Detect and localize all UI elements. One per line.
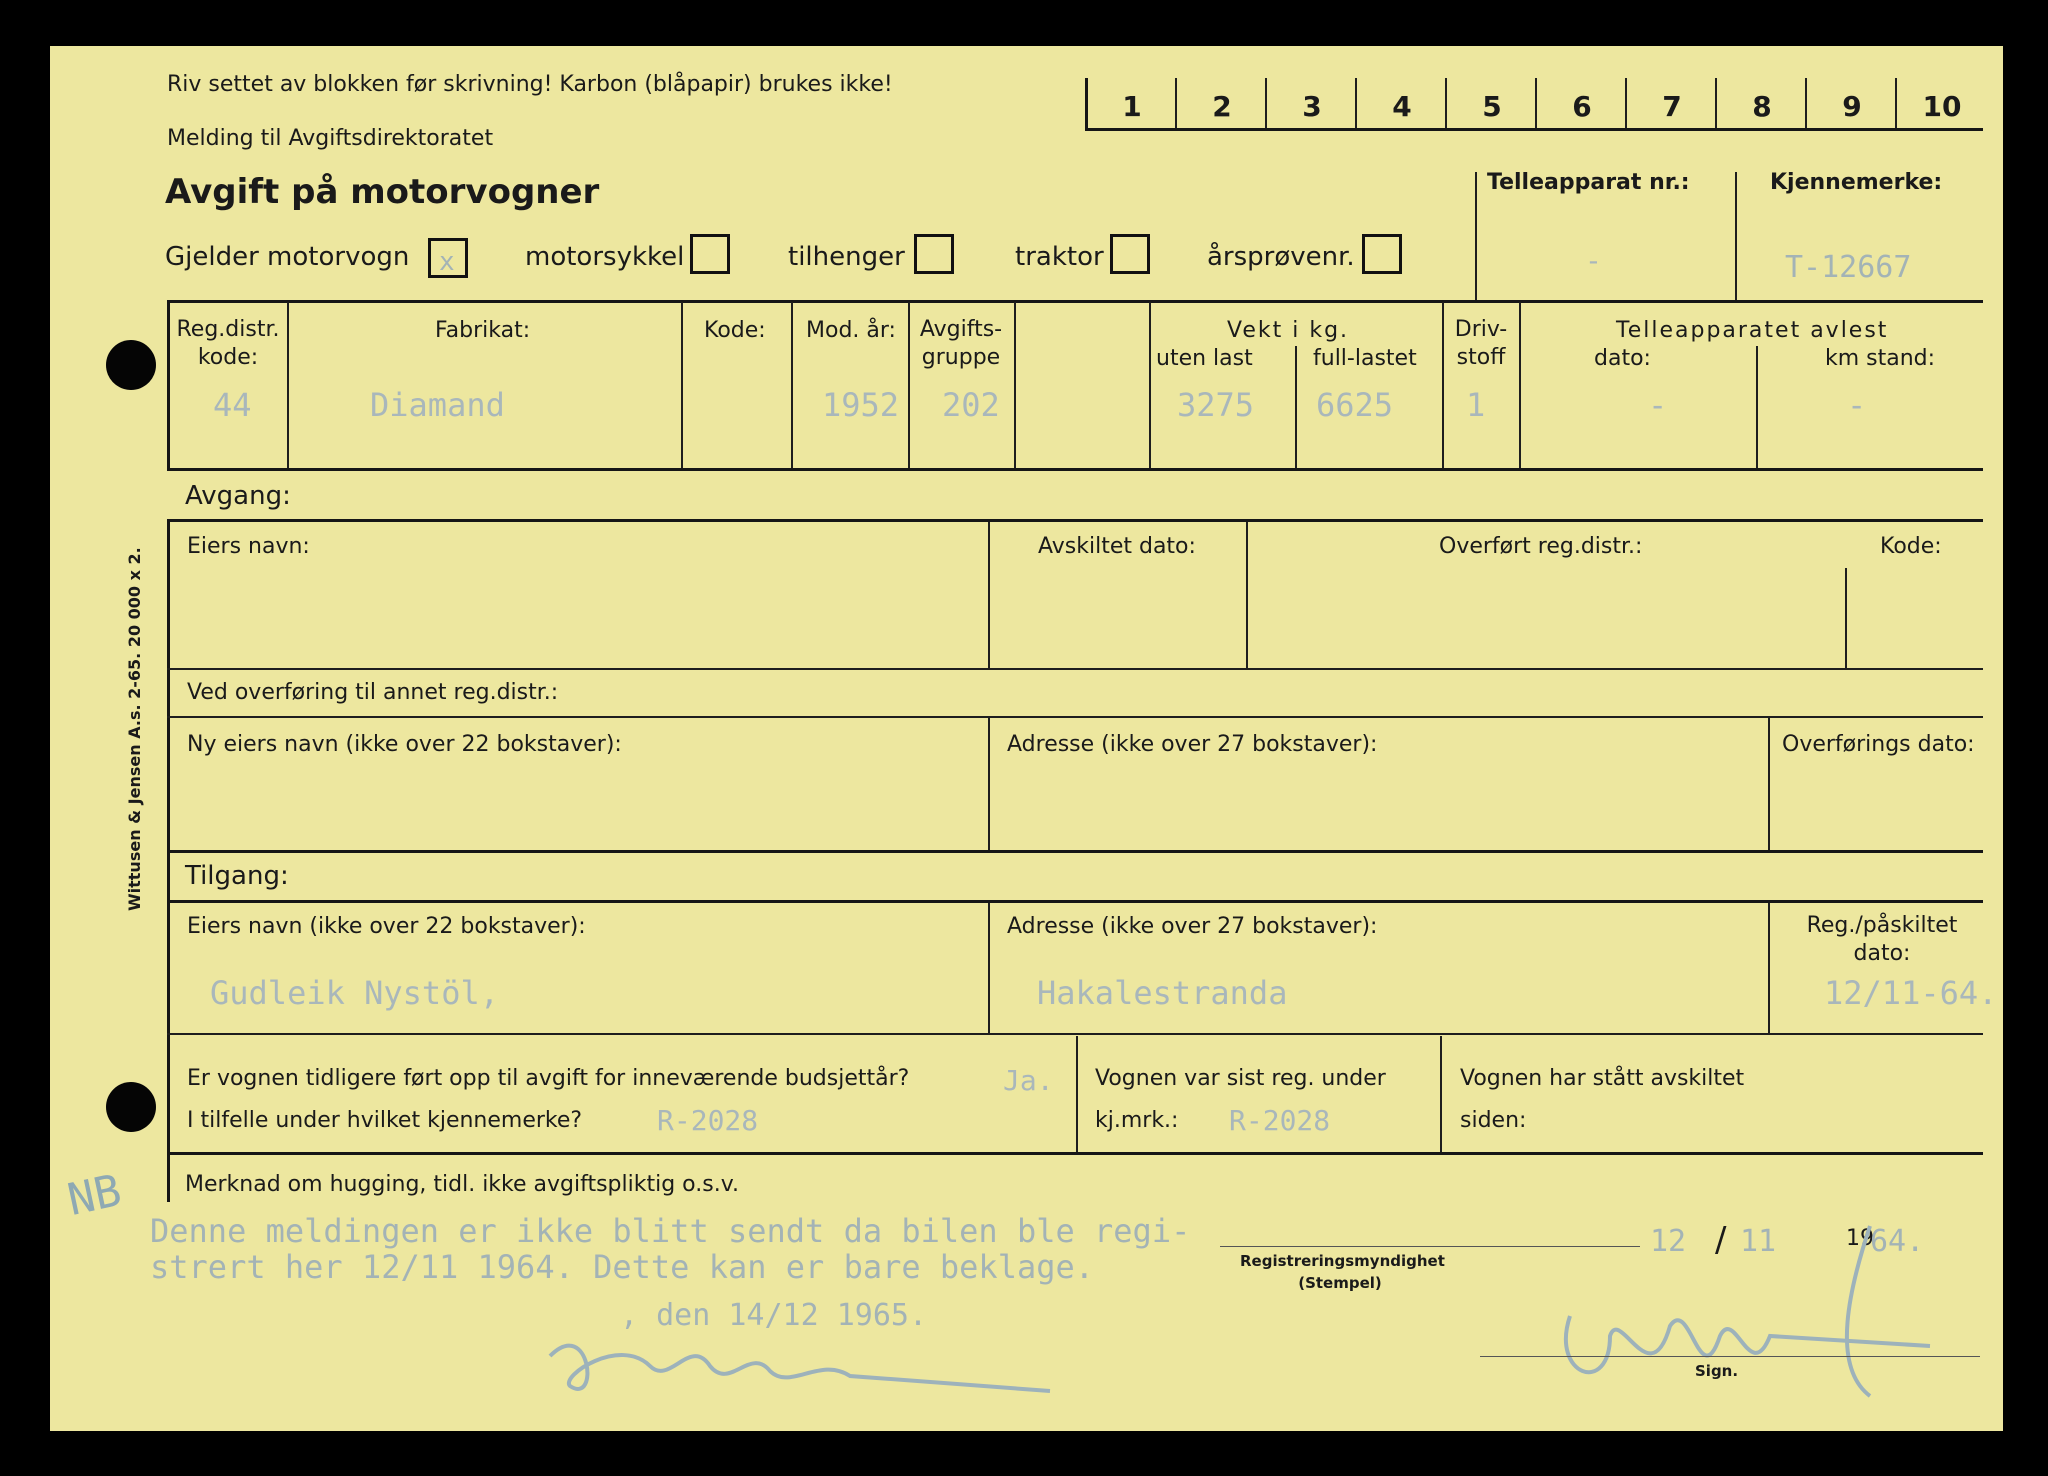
laden-label: full-lastet bbox=[1313, 346, 1417, 371]
reg-district-label: Reg.distr. kode: bbox=[176, 317, 280, 370]
date-century: 19 bbox=[1846, 1226, 1874, 1251]
date-month: 11 bbox=[1740, 1224, 1777, 1259]
strip-number: 5 bbox=[1482, 90, 1502, 123]
question-prior-tax-answer: Ja. bbox=[1003, 1064, 1054, 1097]
tilgang-divider bbox=[1440, 1036, 1442, 1152]
last-reg-plate-label: kj.mrk.: bbox=[1095, 1108, 1179, 1133]
option-tilhenger-label: tilhenger bbox=[788, 242, 905, 272]
reg-date-value: 12/11-64. bbox=[1824, 974, 1998, 1012]
meter-read-label: Telleapparatet avlest bbox=[1616, 318, 1889, 343]
transfer-heading: Ved overføring til annet reg.distr.: bbox=[187, 680, 559, 705]
strip-number: 8 bbox=[1752, 90, 1772, 123]
new-owner-label: Ny eiers navn (ikke over 22 bokstaver): bbox=[187, 732, 622, 757]
tilgang-left-border bbox=[167, 900, 170, 1202]
form-title: Avgift på motorvogner bbox=[165, 172, 600, 212]
strip-number: 3 bbox=[1302, 90, 1322, 123]
avgang-divider bbox=[1768, 718, 1770, 850]
table-left-border bbox=[167, 300, 170, 471]
remark-line-2: strert her 12/11 1964. Dette kan er bare beklage. bbox=[150, 1248, 1095, 1286]
weight-label: Vekt i kg. bbox=[1227, 318, 1350, 343]
plate-label: Kjennemerke: bbox=[1770, 170, 1943, 195]
checkbox-motorvogn[interactable] bbox=[428, 238, 468, 278]
date-day: 12 bbox=[1650, 1224, 1687, 1259]
meter-number-label: Telleapparat nr.: bbox=[1487, 170, 1690, 195]
laden-value: 6625 bbox=[1316, 386, 1394, 424]
tilgang-divider bbox=[1768, 903, 1770, 1033]
tilgang-owner-label: Eiers navn (ikke over 22 bokstaver): bbox=[187, 914, 586, 939]
make-value: Diamand bbox=[370, 386, 505, 424]
table-bottom-line bbox=[167, 468, 1983, 471]
tilgang-divider bbox=[988, 903, 990, 1033]
checkbox-mark: x bbox=[439, 247, 455, 277]
table-top-line bbox=[167, 300, 1983, 303]
tilgang-address-value: Hakalestranda bbox=[1037, 974, 1288, 1012]
tilgang-owner-value: Gudleik Nystöl, bbox=[210, 974, 499, 1012]
tilgang-top-line bbox=[167, 900, 1983, 903]
strip-number: 1 bbox=[1122, 90, 1142, 123]
km-label: km stand: bbox=[1825, 346, 1936, 371]
col-divider bbox=[681, 302, 683, 468]
col-divider bbox=[1149, 302, 1151, 468]
option-traktor-label: traktor bbox=[1015, 242, 1104, 272]
meter-date-value: - bbox=[1648, 386, 1668, 424]
punch-hole bbox=[106, 1082, 156, 1132]
option-motorsykkel-label: motorsykkel bbox=[525, 242, 685, 272]
option-arsprovenr-label: årsprøvenr. bbox=[1207, 242, 1355, 272]
punch-hole bbox=[106, 340, 156, 390]
fuel-value: 1 bbox=[1466, 386, 1486, 424]
make-label: Fabrikat: bbox=[435, 318, 531, 343]
last-reg-label: Vognen var sist reg. under bbox=[1095, 1066, 1386, 1091]
checkbox-motorsykkel[interactable] bbox=[690, 234, 730, 274]
meter-number-value: - bbox=[1585, 244, 1602, 277]
unladen-value: 3275 bbox=[1177, 386, 1255, 424]
question-plate-answer: R-2028 bbox=[657, 1104, 759, 1137]
avgang-left-border bbox=[167, 519, 170, 901]
remark-line-1: Denne meldingen er ikke blitt sendt da bilen ble regi- bbox=[150, 1212, 1191, 1250]
signature-right bbox=[1450, 1206, 1990, 1416]
stamp-label: (Stempel) bbox=[1298, 1274, 1382, 1292]
tax-group-value: 202 bbox=[942, 386, 1000, 424]
fuel-label: Driv- stoff bbox=[1454, 317, 1508, 370]
avgang-mid-line bbox=[167, 716, 1983, 718]
plate-box-divider bbox=[1735, 172, 1737, 300]
tilgang-mid-line bbox=[167, 1033, 1983, 1035]
checkbox-tilhenger[interactable] bbox=[914, 234, 954, 274]
col-divider bbox=[791, 302, 793, 468]
checkbox-traktor[interactable] bbox=[1110, 234, 1150, 274]
new-address-label: Adresse (ikke over 27 bokstaver): bbox=[1007, 732, 1378, 757]
strip-number: 9 bbox=[1842, 90, 1862, 123]
tilgang-bottom-line bbox=[167, 1152, 1983, 1155]
avgang-top-line bbox=[167, 519, 1983, 522]
avgang-owner-label: Eiers navn: bbox=[187, 534, 310, 559]
tilgang-divider bbox=[1076, 1036, 1078, 1152]
sign-label: Sign. bbox=[1695, 1362, 1739, 1380]
km-value: - bbox=[1847, 386, 1867, 424]
meter-box-divider bbox=[1475, 172, 1477, 300]
remark-date-line: , den 14/12 1965. bbox=[620, 1298, 928, 1333]
deregistered-date-label: Avskiltet dato: bbox=[1038, 534, 1196, 559]
date-separator-icon: / bbox=[1715, 1220, 1727, 1260]
avgang-mid-line bbox=[167, 668, 1983, 670]
col-divider bbox=[287, 302, 289, 468]
strip-number: 6 bbox=[1572, 90, 1592, 123]
strip-number: 4 bbox=[1392, 90, 1412, 123]
model-year-value: 1952 bbox=[822, 386, 900, 424]
remarks-label: Merknad om hugging, tidl. ikke avgiftspliktig o.s.v. bbox=[185, 1172, 740, 1197]
tax-group-label: Avgifts- gruppe bbox=[919, 317, 1003, 370]
strip-number: 7 bbox=[1662, 90, 1682, 123]
printer-imprint: Wittusen & Jensen A.s. 2-65. 20 000 x 2. bbox=[125, 547, 144, 911]
sign-line bbox=[1480, 1356, 1980, 1357]
model-year-label: Mod. år: bbox=[806, 318, 896, 343]
col-divider bbox=[1756, 346, 1758, 468]
avgang-divider bbox=[1246, 522, 1248, 668]
signature-left bbox=[530, 1296, 1130, 1416]
checkbox-arsprovenr[interactable] bbox=[1362, 234, 1402, 274]
last-reg-plate-value: R-2028 bbox=[1229, 1104, 1331, 1137]
col-divider bbox=[1519, 302, 1521, 468]
instruction-text: Riv settet av blokken før skrivning! Karbon (blåpapir) brukes ikke! bbox=[167, 72, 893, 97]
authority-label: Registreringsmyndighet bbox=[1240, 1252, 1445, 1270]
question-plate: I tilfelle under hvilket kjennemerke? bbox=[187, 1108, 583, 1133]
col-divider bbox=[1295, 346, 1297, 468]
deregistered-since-label: Vognen har stått avskiltet bbox=[1460, 1066, 1745, 1091]
applies-label: Gjelder motorvogn bbox=[165, 242, 410, 272]
question-prior-tax: Er vognen tidligere ført opp til avgift for inneværende budsjettår? bbox=[187, 1066, 910, 1091]
avgang-heading: Avgang: bbox=[185, 481, 291, 511]
avgang-code-label: Kode: bbox=[1880, 534, 1942, 559]
tilgang-address-label: Adresse (ikke over 27 bokstaver): bbox=[1007, 914, 1378, 939]
plate-value: T-12667 bbox=[1785, 250, 1912, 285]
strip-underline bbox=[1085, 128, 1983, 131]
avgang-divider bbox=[1845, 568, 1847, 668]
recipient-text: Melding til Avgiftsdirektoratet bbox=[167, 126, 494, 151]
nb-note: NB bbox=[63, 1165, 126, 1226]
meter-date-label: dato: bbox=[1594, 346, 1651, 371]
tilgang-heading: Tilgang: bbox=[185, 861, 289, 891]
form-paper bbox=[50, 46, 2003, 1431]
avgang-divider bbox=[988, 522, 990, 668]
strip-number: 2 bbox=[1212, 90, 1232, 123]
avgang-divider bbox=[988, 718, 990, 850]
reg-date-label: Reg./påskiltet dato: bbox=[1806, 913, 1958, 966]
since-label: siden: bbox=[1460, 1108, 1527, 1133]
unladen-label: uten last bbox=[1156, 346, 1253, 371]
transferred-district-label: Overført reg.distr.: bbox=[1439, 534, 1643, 559]
transfer-date-label: Overførings dato: bbox=[1782, 732, 1975, 757]
code-label: Kode: bbox=[704, 318, 766, 343]
col-divider bbox=[1014, 302, 1016, 468]
reg-district-value: 44 bbox=[213, 386, 252, 424]
strip-number: 10 bbox=[1922, 90, 1962, 123]
avgang-bottom-line bbox=[167, 850, 1983, 853]
date-year: 64. bbox=[1870, 1224, 1925, 1259]
